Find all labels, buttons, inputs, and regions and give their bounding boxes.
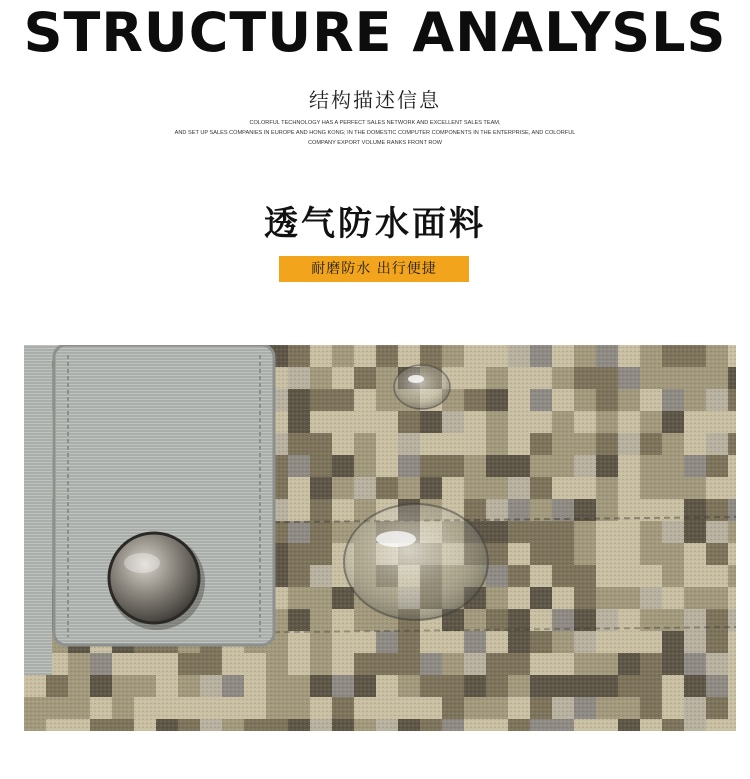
- camouflage-fabric-image: [24, 345, 736, 731]
- company-blurb: [100, 118, 650, 148]
- blurb-line: COLORFUL TECHNOLOGY HAS A PERFECT SALES NETWORK AND EXCELLENT SALES TEAM,: [249, 120, 501, 126]
- fabric-photo: [24, 345, 736, 731]
- page-headline: STRUCTURE ANALYSLS: [23, 1, 727, 64]
- blurb-line: COMPANY EXPORT VOLUME RANKS FRONT ROW: [307, 140, 443, 146]
- blurb-line: AND SET UP SALES COMPANIES IN EUROPE AND HONG KONG; IN THE DOMESTIC COMPUTER COMPONENTS IN THE ENTERPRISE, AND COLORFUL: [174, 130, 576, 136]
- feature-title: 透气防水面料: [264, 204, 486, 244]
- section-subtitle: 结构描述信息: [309, 88, 441, 112]
- feature-tag-badge: 耐磨防水 出行便捷: [279, 256, 469, 282]
